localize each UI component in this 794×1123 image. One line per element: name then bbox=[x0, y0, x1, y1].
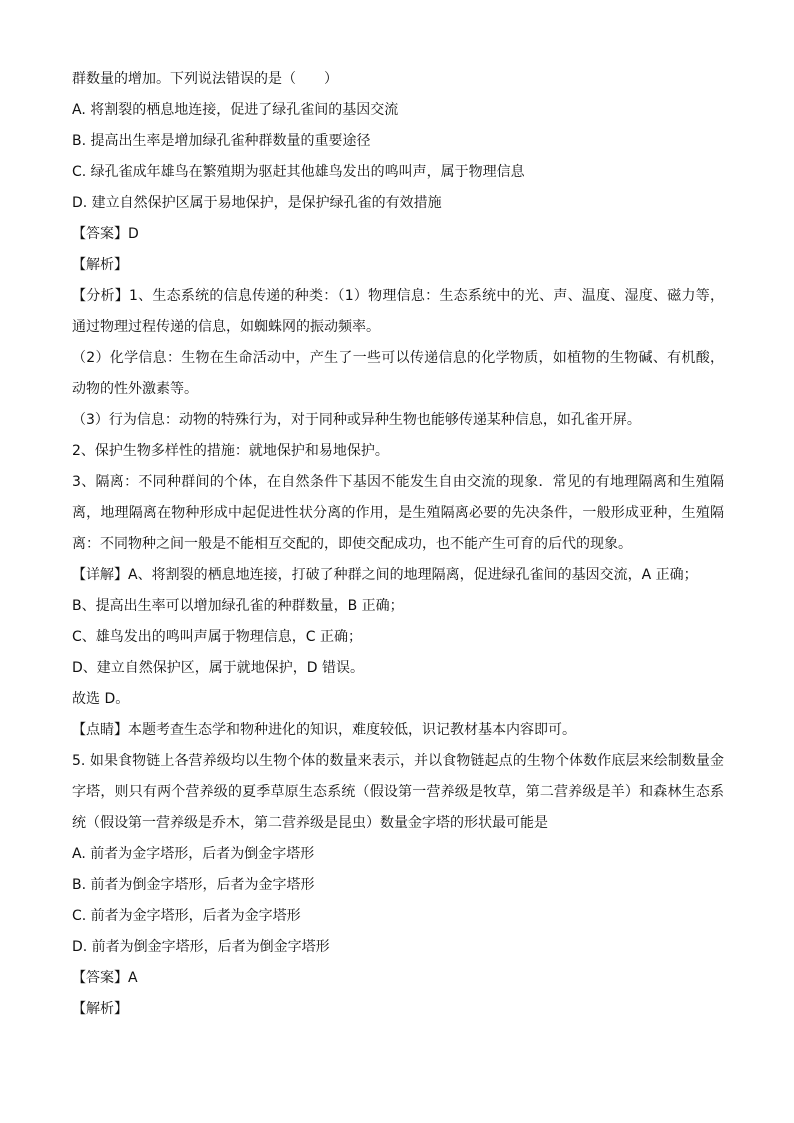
question-5-stem-line: 统（假设第一营养级是乔木，第二营养级是昆虫）数量金字塔的形状最可能是 bbox=[72, 815, 548, 831]
analysis-paragraph-line: 2、保护生物多样性的措施：就地保护和易地保护。 bbox=[72, 443, 389, 459]
detail-paragraph-line: C、雄鸟发出的鸣叫声属于物理信息，C 正确； bbox=[72, 629, 362, 645]
question-5-stem-line: 5. 如果食物链上各营养级均以生物个体的数量来表示，并以食物链起点的生物个体数作底层来绘制数量金 bbox=[72, 753, 724, 769]
analysis-paragraph-line: 动物的性外激素等。 bbox=[72, 381, 198, 397]
analysis-heading: 【解析】 bbox=[72, 1001, 128, 1017]
comment-line: 【点睛】本题考查生态学和物种进化的知识，难度较低，识记教材基本内容即可。 bbox=[72, 722, 576, 738]
option-c: C. 绿孔雀成年雄鸟在繁殖期为驱赶其他雄鸟发出的鸣叫声，属于物理信息 bbox=[72, 164, 525, 180]
question-4-stem-continuation: 群数量的增加。下列说法错误的是（ ） bbox=[72, 71, 338, 87]
document-page bbox=[72, 64, 724, 1025]
option-d: D. 前者为倒金字塔形，后者为倒金字塔形 bbox=[72, 939, 330, 955]
analysis-paragraph-line: （3）行为信息：动物的特殊行为，对于同种或异种生物也能够传递某种信息，如孔雀开屏。 bbox=[72, 412, 641, 428]
option-a: A. 前者为金字塔形，后者为倒金字塔形 bbox=[72, 846, 315, 862]
option-c: C. 前者为金字塔形，后者为金字塔形 bbox=[72, 908, 301, 924]
detail-paragraph-line: B、提高出生率可以增加绿孔雀的种群数量，B 正确； bbox=[72, 598, 404, 614]
answer-line: 【答案】A bbox=[72, 970, 138, 986]
detail-paragraph-line: 【详解】A、将割裂的栖息地连接，打破了种群之间的地理隔离，促进绿孔雀间的基因交流，A 正确； bbox=[72, 567, 698, 583]
answer-line: 【答案】D bbox=[72, 226, 139, 242]
analysis-paragraph-line: （2）化学信息：生物在生命活动中，产生了一些可以传递信息的化学物质，如植物的生物碱、有机酸， bbox=[72, 350, 724, 366]
choose-answer-line: 故选 D。 bbox=[72, 691, 130, 707]
analysis-heading: 【解析】 bbox=[72, 257, 128, 273]
analysis-paragraph-line: 离：不同物种之间一般是不能相互交配的，即使交配成功，也不能产生可育的后代的现象。 bbox=[72, 536, 632, 552]
analysis-paragraph-line: 离，地理隔离在物种形成中起促进性状分离的作用，是生殖隔离必要的先决条件，一般形成亚种，生殖隔 bbox=[72, 505, 724, 521]
option-a: A. 将割裂的栖息地连接，促进了绿孔雀间的基因交流 bbox=[72, 102, 399, 118]
option-b: B. 提高出生率是增加绿孔雀种群数量的重要途径 bbox=[72, 133, 371, 149]
option-d: D. 建立自然保护区属于易地保护，是保护绿孔雀的有效措施 bbox=[72, 195, 442, 211]
analysis-paragraph-line: 通过物理过程传递的信息，如蜘蛛网的振动频率。 bbox=[72, 319, 380, 335]
option-b: B. 前者为倒金字塔形，后者为金字塔形 bbox=[72, 877, 315, 893]
analysis-paragraph-line: 3、隔离：不同种群间的个体，在自然条件下基因不能发生自由交流的现象．常见的有地理隔离和生殖隔 bbox=[72, 474, 724, 490]
detail-paragraph-line: D、建立自然保护区，属于就地保护，D 错误。 bbox=[72, 660, 365, 676]
analysis-paragraph-line: 【分析】1、生态系统的信息传递的种类：（1）物理信息：生态系统中的光、声、温度、湿度、磁力等， bbox=[72, 288, 724, 304]
question-5-stem-line: 字塔，则只有两个营养级的夏季草原生态系统（假设第一营养级是牧草，第二营养级是羊）和森林生态系 bbox=[72, 784, 724, 800]
